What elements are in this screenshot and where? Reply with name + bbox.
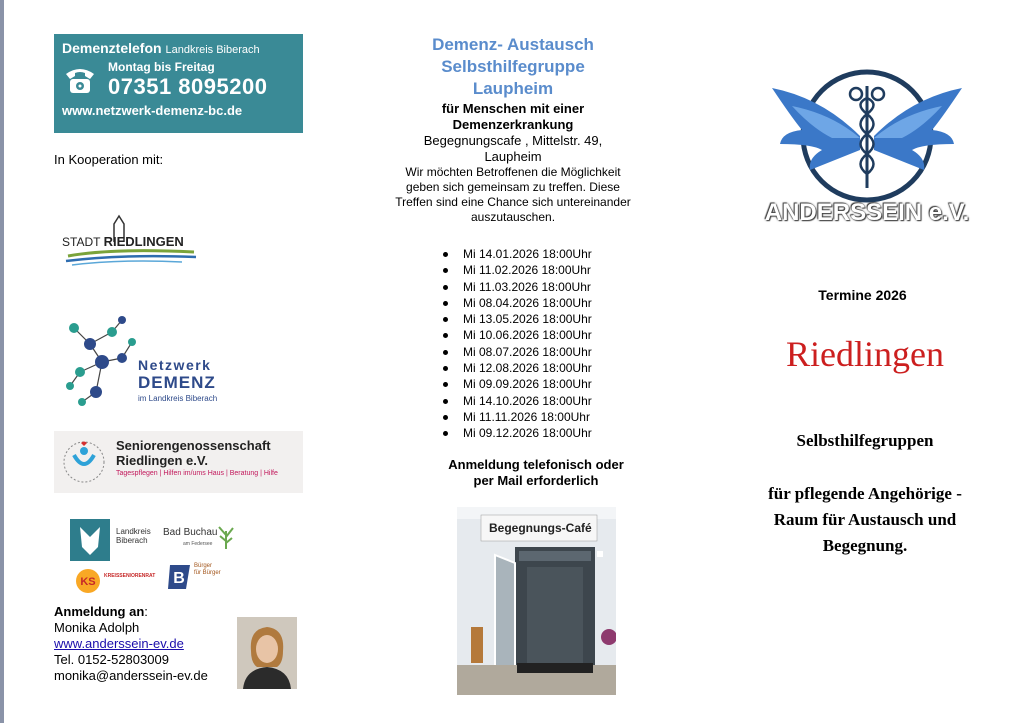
bad-buchau-plant-icon [216,523,236,549]
demenztelefon-banner [54,34,303,133]
stadt-riedlingen-text: STADT RIEDLINGEN [62,234,184,249]
seniorengenossenschaft-emblem-icon [60,437,108,487]
cafe-entrance-icon [457,507,616,695]
senior-name-line2: Riedlingen e.V. [116,453,208,468]
hotline-phone: 07351 8095200 [108,74,268,99]
contact-name: Monika Adolph [54,620,140,635]
kreisseniorenrat-logo-icon [72,567,104,595]
seniorengenossenschaft-logo [54,431,303,493]
kreisseniorenrat-text: KREISSENIORENRAT [104,573,156,579]
meeting-address: Begegnungscafe , Mittelstr. 49, Laupheim [423,133,603,164]
network-nodes-icon [60,314,140,409]
middle-info-block [388,34,638,225]
bad-buchau-subtext: am Federsee [183,541,213,547]
list-item: Mi 14.10.2026 18:00Uhr [440,393,592,409]
list-item: Mi 09.09.2026 18:00Uhr [440,376,592,392]
landkreis-biberach-crest-icon [70,519,110,561]
group-title: Demenz- Austausch Selbsthilfegruppe Laupheim [432,35,594,98]
meeting-dates-list [440,246,592,442]
senior-services: Tagespflegen | Hilfen im/ums Haus | Beratung | Hilfe [116,470,278,477]
list-item: Mi 14.01.2026 18:00Uhr [440,246,592,262]
termine-heading: Termine 2026 [818,287,907,303]
begegnungscafe-photo [457,507,616,695]
demenz-text: DEMENZ [138,373,216,392]
hotline-days: Montag bis Freitag [108,60,215,74]
hotline-url: www.netzwerk-demenz-bc.de [62,103,243,118]
selbsthilfegruppen-heading: Selbsthilfegruppen [796,431,934,450]
registration-heading: Anmeldung an [54,604,145,619]
target-audience: für Menschen mit einer Demenzerkrankung [441,101,585,132]
anderssein-wings-emblem-icon [762,58,972,208]
landkreis-biberach-text: Landkreis Biberach [116,527,151,545]
list-item: Mi 13.05.2026 18:00Uhr [440,311,592,327]
anderssein-brand-text: ANDERSSEIN e.V. [764,199,970,226]
list-item: Mi 11.02.2026 18:00Uhr [440,262,592,278]
list-item: Mi 09.12.2026 18:00Uhr [440,425,592,441]
hotline-title: Demenztelefon Landkreis Biberach [62,40,260,56]
landkreis-subtext: im Landkreis Biberach [138,394,218,403]
anderssein-logo [762,58,972,228]
website-link[interactable]: www.anderssein-ev.de [54,636,184,651]
page-edge [0,0,4,723]
netzwerk-demenz-logo [60,314,240,409]
person-portrait-icon [237,617,297,689]
group-description: Wir möchten Betroffenen die Möglichkeit geben sich gemeinsam zu treffen. Diese Treffen sind eine Chance sich untereinander auszutauschen. [395,165,631,224]
buerger-fuer-buerger-text: Bürger für Bürger [194,563,221,576]
buerger-fuer-buerger-logo-icon [166,559,194,593]
contact-portrait-photo [237,617,297,689]
svg-text:B: B [173,570,185,587]
contact-phone: Tel. 0152-52803009 [54,652,169,667]
stadt-riedlingen-logo [62,212,202,272]
partner-logos-group [66,517,241,597]
list-item: Mi 11.03.2026 18:00Uhr [440,279,592,295]
list-item: Mi 11.11.2026 18:00Uhr [440,409,592,425]
city-title: Riedlingen [786,334,944,374]
target-group-description: für pflegende Angehörige - Raum für Austausch und Begegnung. [768,484,962,555]
list-item: Mi 08.04.2026 18:00Uhr [440,295,592,311]
registration-required-note: Anmeldung telefonisch oder per Mail erforderlich [448,457,624,488]
registration-contact: Anmeldung an: Monika Adolph www.anderssein-ev.de Tel. 0152-52803009 monika@anderssein-ev.de [54,604,208,683]
bad-buchau-text: Bad Buchau [163,527,218,538]
list-item: Mi 08.07.2026 18:00Uhr [440,344,592,360]
telephone-icon [62,62,98,98]
svg-text:KS: KS [80,576,96,588]
list-item: Mi 12.08.2026 18:00Uhr [440,360,592,376]
cafe-sign: Begegnungs-Café [489,521,592,535]
list-item: Mi 10.06.2026 18:00Uhr [440,327,592,343]
senior-name-line1: Seniorengenossenschaft [116,438,271,453]
contact-email: monika@anderssein-ev.de [54,668,208,683]
netzwerk-text: Netzwerk [138,357,212,373]
cooperation-label: In Kooperation mit: [54,152,164,167]
